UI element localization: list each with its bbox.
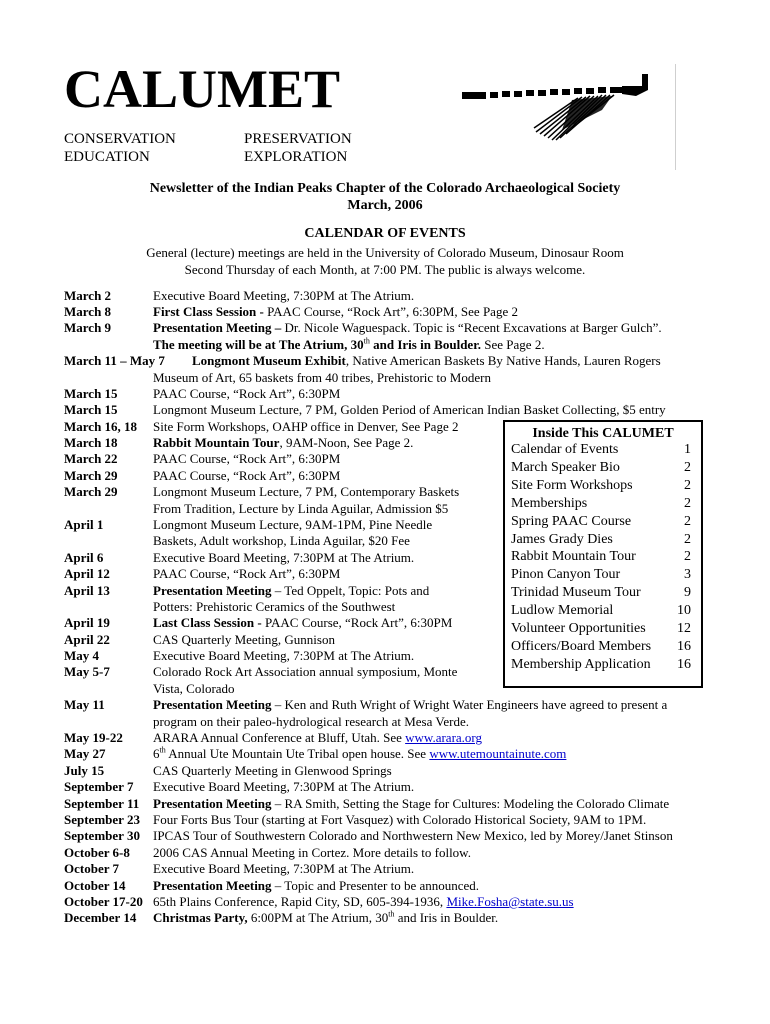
event-date: April 13	[64, 583, 110, 598]
event-text: PAAC Course, “Rock Art”, 6:30PM	[261, 615, 453, 630]
calendar-intro-line1: General (lecture) meetings are held in the University of Colorado Museum, Dinosaur Room	[146, 245, 624, 260]
inside-item-label: Trinidad Museum Tour	[511, 585, 641, 601]
inside-item-label: Memberships	[511, 495, 588, 511]
event-link[interactable]: www.arara.org	[405, 730, 483, 745]
event-text: , 9AM-Noon, See Page 2.	[279, 435, 414, 450]
event-text: Colorado Rock Art Association annual symposium, Monte	[153, 664, 458, 679]
event-text: See Page 2.	[481, 337, 545, 352]
event-date: October 7	[64, 861, 119, 876]
event-date: September 30	[64, 828, 140, 843]
event-description	[153, 845, 471, 861]
event-description	[153, 386, 340, 402]
masthead-title: CALUMET	[64, 59, 341, 119]
event-description	[153, 648, 414, 664]
inside-item	[511, 639, 691, 655]
event-text: PAAC Course, “Rock Art”, 6:30PM	[153, 566, 341, 581]
event-description	[153, 779, 414, 795]
event-title: Presentation Meeting	[153, 878, 272, 893]
event-description	[153, 812, 646, 828]
event-date: May 11	[64, 697, 105, 712]
event-text: 65th Plains Conference, Rapid City, SD, 605-394-1936,	[153, 894, 447, 909]
inside-item-page: 2	[684, 477, 691, 493]
event-description	[153, 583, 429, 599]
inside-item-label: Officers/Board Members	[511, 638, 652, 654]
inside-item-page: 9	[684, 585, 691, 601]
event-date: March 16, 18	[64, 419, 138, 434]
event-description	[153, 615, 452, 631]
ordinal-suffix: th	[388, 909, 395, 919]
inside-item	[511, 460, 691, 476]
event-text: 6:00PM at The Atrium, 30	[247, 910, 389, 925]
event-text: IPCAS Tour of Southwestern Colorado and Northwestern New Mexico, led by Morey/Janet Stinson	[153, 828, 673, 843]
inside-item-label: Site Form Workshops	[511, 477, 633, 493]
inside-item-page: 2	[684, 513, 691, 529]
event-text: program on their paleo-hydrological research at Mesa Verde.	[153, 714, 469, 729]
event-date: May 19-22	[64, 730, 123, 745]
event-date: March 29	[64, 468, 118, 483]
event-text: – Ken and Ruth Wright of Wright Water Engineers have agreed to present a	[271, 697, 668, 712]
event-date: October 17-20	[64, 894, 143, 909]
event-text: PAAC Course, “Rock Art”, 6:30PM, See Page 2	[263, 304, 518, 319]
inside-item-page: 16	[677, 656, 691, 672]
event-date: March 9	[64, 320, 112, 335]
calendar-intro	[0, 244, 770, 278]
inside-item-label: Rabbit Mountain Tour	[511, 549, 636, 565]
event-date: October 6-8	[64, 845, 130, 860]
event-text: 2006 CAS Annual Meeting in Cortez. More details to follow.	[153, 845, 471, 860]
event-date: March 18	[64, 435, 118, 450]
event-description	[153, 730, 482, 746]
event-text: PAAC Course, “Rock Art”, 6:30PM	[153, 468, 341, 483]
event-text: Executive Board Meeting, 7:30PM at The Atrium.	[153, 779, 415, 794]
inside-item	[511, 496, 691, 512]
event-date: March 2	[64, 288, 112, 303]
event-text: Baskets, Adult workshop, Linda Aguilar, $20 Fee	[153, 533, 410, 548]
inside-item-page: 10	[677, 603, 691, 619]
inside-item-page: 2	[684, 549, 691, 565]
event-title: Rabbit Mountain Tour	[153, 435, 280, 450]
event-description	[153, 664, 457, 680]
event-description	[153, 451, 340, 467]
inside-item	[511, 532, 691, 548]
event-description	[153, 402, 666, 418]
motto-preservation: PRESERVATION	[244, 131, 352, 147]
event-text: – RA Smith, Setting the Stage for Cultures: Modeling the Colorado Climate	[271, 796, 670, 811]
event-text: CAS Quarterly Meeting, Gunnison	[153, 632, 335, 647]
event-description	[153, 419, 458, 435]
event-text: Vista, Colorado	[153, 681, 235, 696]
event-date: March 11 – May 7	[64, 353, 165, 368]
inside-item-page: 2	[684, 531, 691, 547]
event-description	[153, 484, 459, 500]
event-text: CAS Quarterly Meeting in Glenwood Springs	[153, 763, 392, 778]
event-text: Museum of Art, 65 baskets from 40 tribes, Prehistoric to Modern	[153, 370, 491, 385]
masthead-divider	[675, 64, 676, 170]
event-description	[153, 370, 491, 386]
event-text: Longmont Museum Lecture, 7 PM, Golden Period of American Indian Basket Collecting, $5 entry	[153, 402, 666, 417]
event-link[interactable]: www.utemountainute.com	[429, 746, 567, 761]
event-title: First Class Session -	[153, 304, 264, 319]
inside-item-label: Volunteer Opportunities	[511, 621, 646, 636]
event-text: Executive Board Meeting, 7:30PM at The Atrium.	[153, 288, 415, 303]
calendar-heading: CALENDAR OF EVENTS	[304, 226, 466, 241]
event-description	[153, 746, 566, 762]
event-date: March 22	[64, 451, 118, 466]
event-date: March 15	[64, 402, 118, 417]
event-date: July 15	[64, 763, 105, 778]
event-date: December 14	[64, 910, 137, 925]
event-text: Executive Board Meeting, 7:30PM at The Atrium.	[153, 861, 415, 876]
event-title: The meeting will be at The Atrium, 30	[153, 337, 364, 352]
inside-item	[511, 603, 691, 619]
event-date: April 1	[64, 517, 104, 532]
event-title: Last Class Session -	[153, 615, 262, 630]
event-date: March 29	[64, 484, 118, 499]
inside-item	[511, 549, 691, 565]
event-date: May 4	[64, 648, 100, 663]
inside-item	[511, 478, 691, 494]
event-text: ARARA Annual Conference at Bluff, Utah. See	[153, 730, 406, 745]
event-description	[153, 632, 335, 648]
event-text: Potters: Prehistoric Ceramics of the Southwest	[153, 599, 396, 614]
event-description	[153, 828, 673, 844]
calendar-intro-line2: Second Thursday of each Month, at 7:00 PM. The public is always welcome.	[184, 262, 586, 277]
newsletter-date: March, 2006	[347, 198, 423, 213]
event-title: Presentation Meeting	[153, 583, 272, 598]
event-description	[153, 681, 235, 697]
event-title: Presentation Meeting	[153, 697, 272, 712]
event-description	[153, 288, 414, 304]
event-text-cont: Annual Ute Mountain Ute Tribal open house. See	[165, 746, 430, 761]
event-link[interactable]: Mike.Fosha@state.su.us	[446, 894, 574, 909]
event-text: Site Form Workshops, OAHP office in Denver, See Page 2	[153, 419, 459, 434]
event-description	[153, 550, 414, 566]
event-description	[153, 337, 545, 353]
event-text: , Native American Baskets By Native Hands, Lauren Rogers	[345, 353, 661, 368]
event-description	[153, 697, 667, 713]
inside-item-page: 1	[684, 442, 691, 457]
event-description	[153, 320, 662, 336]
event-title: Presentation Meeting	[153, 796, 272, 811]
event-date: October 14	[64, 878, 126, 893]
event-date: September 11	[64, 796, 140, 811]
event-text: From Tradition, Lecture by Linda Aguilar, Admission $5	[153, 501, 449, 516]
inside-item-label: Ludlow Memorial	[511, 603, 614, 619]
event-text: Executive Board Meeting, 7:30PM at The Atrium.	[153, 648, 415, 663]
motto-education: EDUCATION	[64, 149, 150, 165]
event-text: Four Forts Bus Tour (starting at Fort Vasquez) with Colorado Historical Society, 9AM to 1PM.	[153, 812, 647, 827]
event-date: March 8	[64, 304, 112, 319]
event-description	[153, 714, 469, 730]
event-text: – Ted Oppelt, Topic: Pots and	[271, 583, 430, 598]
event-description	[153, 599, 395, 615]
inside-item	[511, 585, 691, 601]
event-title: Christmas Party,	[153, 910, 248, 925]
event-date: April 22	[64, 632, 110, 647]
inside-item-label: March Speaker Bio	[511, 459, 620, 475]
event-text: Longmont Museum Lecture, 7 PM, Contemporary Baskets	[153, 484, 460, 499]
inside-item	[511, 621, 691, 637]
event-text: Executive Board Meeting, 7:30PM at The Atrium.	[153, 550, 415, 565]
inside-item-page: 3	[684, 567, 691, 583]
event-date: March 15	[64, 386, 118, 401]
newsletter-line1: Newsletter of the Indian Peaks Chapter of the Colorado Archaeological Society	[149, 181, 621, 196]
inside-item-page: 12	[677, 621, 691, 636]
event-title-cont: and Iris in Boulder.	[369, 337, 482, 352]
motto-exploration: EXPLORATION	[244, 149, 348, 165]
event-date: September 23	[64, 812, 140, 827]
inside-item	[511, 567, 691, 583]
event-text: PAAC Course, “Rock Art”, 6:30PM	[153, 451, 341, 466]
event-text: Dr. Nicole Waguespack. Topic is “Recent Excavations at Barger Gulch”.	[281, 320, 662, 335]
inside-item-page: 16	[677, 638, 691, 654]
inside-item-page: 2	[684, 459, 691, 475]
inside-heading: Inside This CALUMET	[532, 426, 674, 441]
event-date: May 27	[64, 746, 106, 761]
event-description	[153, 910, 498, 926]
event-text: Longmont Museum Lecture, 9AM-1PM, Pine Needle	[153, 517, 433, 532]
event-title: Longmont Museum Exhibit	[192, 353, 346, 368]
event-description	[153, 763, 392, 779]
event-description	[192, 353, 661, 369]
event-text-cont: and Iris in Boulder.	[394, 910, 499, 925]
event-description	[153, 435, 413, 451]
inside-this-calumet-box	[503, 420, 703, 688]
inside-item-page: 2	[684, 495, 691, 511]
event-description	[153, 517, 432, 533]
ordinal-suffix: th	[159, 745, 166, 755]
inside-item-label: Membership Application	[511, 656, 651, 672]
event-text: PAAC Course, “Rock Art”, 6:30PM	[153, 386, 341, 401]
event-date: April 12	[64, 566, 110, 581]
event-description	[153, 796, 669, 812]
inside-item-label: Spring PAAC Course	[511, 513, 632, 529]
event-date: May 5-7	[64, 664, 110, 679]
event-description	[153, 894, 574, 910]
inside-item	[511, 442, 691, 458]
motto-conservation: CONSERVATION	[64, 131, 176, 147]
event-date: April 6	[64, 550, 104, 565]
event-date: April 19	[64, 615, 110, 630]
event-description	[153, 566, 340, 582]
event-description	[153, 861, 414, 877]
inside-item-label: James Grady Dies	[511, 531, 613, 547]
event-description	[153, 468, 340, 484]
ordinal-suffix: th	[363, 336, 370, 346]
event-description	[153, 533, 410, 549]
calumet-pipe-logo-icon	[452, 60, 662, 150]
inside-item-label: Pinon Canyon Tour	[511, 567, 621, 583]
event-description	[153, 304, 518, 320]
event-date: September 7	[64, 779, 134, 794]
inside-item	[511, 514, 691, 530]
event-title: Presentation Meeting –	[153, 320, 282, 335]
event-description	[153, 878, 479, 894]
event-text: 6	[153, 746, 160, 761]
inside-item	[511, 657, 691, 673]
event-text: – Topic and Presenter to be announced.	[271, 878, 480, 893]
event-description	[153, 501, 448, 517]
inside-item-label: Calendar of Events	[511, 442, 619, 457]
newsletter-subtitle	[0, 180, 770, 214]
